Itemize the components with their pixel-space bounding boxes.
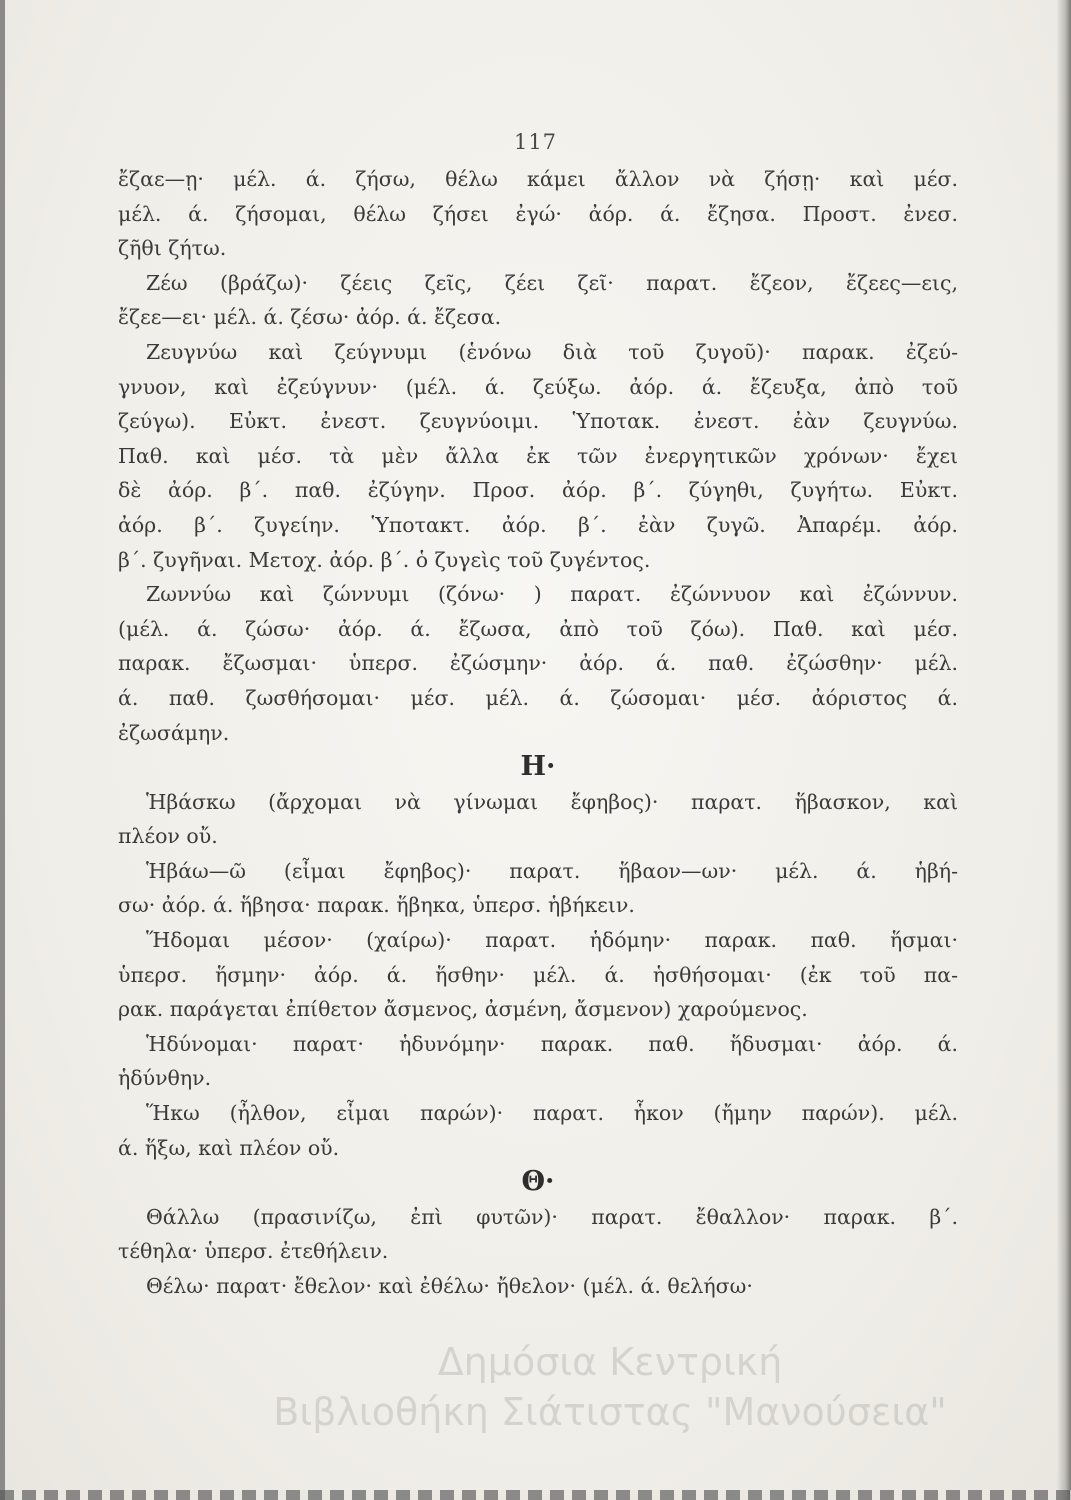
text-line: ζῆθι ζήτω.: [118, 236, 227, 261]
entry-zeo-line: ἔζεε—ει· μέλ. ά. ζέσω· ἀόρ. ά. ἔζεσα.: [118, 305, 502, 330]
entry-zeugnuo-line: γνυον, καὶ ἐζεύγνυν· (μέλ. ά. ζεύξω. ἀόρ. ά. ἔζευξα, ἀπὸ τοῦ: [118, 374, 958, 399]
page-number: 117: [513, 130, 558, 154]
text-line: μέλ. ά. ζήσομαι, θέλω ζήσει ἐγώ· ἀόρ. ά. ἔζησα. Προστ. ἐνεσ.: [118, 201, 958, 226]
entry-hebasko-line: πλέον οὔ.: [118, 824, 218, 849]
entry-hebao-line: σω· ἀόρ. ά. ἥβησα· παρακ. ἥβηκα, ὑπερσ. ἡβήκειν.: [118, 893, 635, 918]
right-page-edge: [1057, 0, 1071, 1500]
entry-zeugnuo-line: ζεύγω). Εὐκτ. ἐνεστ. ζευγνύοιμι. Ὑποτακ. ἐνεστ. ἐὰν ζευγνύω.: [118, 409, 958, 434]
entry-zeugnuo-line: β΄. ζυγῆναι. Μετοχ. ἀόρ. β΄. ὁ ζυγεὶς τοῦ ζυγέντος.: [118, 547, 651, 572]
entry-heko-line: Ἥκω (ἦλθον, εἶμαι παρών)· παρατ. ἧκον (ἤμην παρών). μέλ.: [146, 1101, 958, 1126]
entry-zonnuo-line: ἐζωσάμην.: [118, 720, 230, 745]
left-page-edge: [0, 0, 5, 1500]
entry-thelo-line: Θέλω· παρατ· ἔθελον· καὶ ἐθέλω· ἤθελον· (μέλ. ά. θελήσω·: [146, 1274, 753, 1298]
entry-zeugnuo-line: Παθ. καὶ μέσ. τὰ μὲν ἄλλα ἐκ τῶν ἐνεργητικῶν χρόνων· ἔχει: [118, 443, 958, 468]
entry-zeugnuo-line: δὲ ἀόρ. β΄. παθ. ἐζύγην. Προσ. ἀόρ. β΄. ζύγηθι, ζυγήτω. Εὐκτ.: [118, 478, 958, 503]
entry-zeo-line: Ζέω (βράζω)· ζέεις ζεῖς, ζέει ζεῖ· παρατ. ἔζεον, ἔζεες—εις,: [146, 270, 958, 295]
section-heading-eta: Η·: [520, 751, 556, 783]
entry-hebao-line: Ἡβάω—ῶ (εἶμαι ἔφηβος)· παρατ. ἥβαον—ων· μέλ. ά. ἡβή-: [146, 858, 958, 883]
bottom-page-edge: [0, 1490, 1071, 1500]
entry-zeugnuo-line: Ζευγνύω καὶ ζεύγνυμι (ἑνόνω διὰ τοῦ ζυγοῦ)· παρακ. ἐζεύ-: [146, 339, 958, 364]
entry-heko-line: ά. ἥξω, καὶ πλέον οὔ.: [118, 1135, 340, 1160]
entry-hedunomai-line: Ἡδύνομαι· παρατ· ἡδυνόμην· παρακ. παθ. ἥδυσμαι· ἀόρ. ά.: [146, 1031, 958, 1056]
entry-zonnuo-line: παρακ. ἔζωσμαι· ὑπερσ. ἐζώσμην· ἀόρ. ά. παθ. ἐζώσθην· μέλ.: [118, 651, 958, 676]
entry-zeugnuo-line: ἀόρ. β΄. ζυγείην. Ὑποτακτ. ἀόρ. β΄. ἐὰν ζυγῶ. Ἀπαρέμ. ἀόρ.: [118, 512, 958, 537]
entry-hedunomai-line: ἡδύνθην.: [118, 1066, 212, 1091]
entry-thallo-line: Θάλλω (πρασινίζω, ἐπὶ φυτῶν)· παρατ. ἔθαλλον· παρακ. β΄.: [146, 1204, 958, 1229]
library-watermark-line: Δημόσια Κεντρική: [437, 1340, 783, 1384]
entry-hedomai-line: ὑπερσ. ἥσμην· ἀόρ. ά. ἥσθην· μέλ. ά. ἡσθήσομαι· (ἐκ τοῦ πα-: [118, 962, 958, 987]
entry-hebasko-line: Ἡβάσκω (ἄρχομαι νὰ γίνωμαι ἔφηβος)· παρατ. ἥβασκον, καὶ: [146, 789, 958, 814]
entry-zonnuo-line: Ζωννύω καὶ ζώννυμι (ζόνω· ) παρατ. ἐζώννυον καὶ ἐζώννυν.: [146, 582, 958, 607]
library-watermark-line: Βιβλιοθήκη Σιάτιστας "Μανούσεια": [273, 1390, 947, 1434]
entry-zonnuo-line: ά. παθ. ζωσθήσομαι· μέσ. μέλ. ά. ζώσομαι· μέσ. ἀόριστος ά.: [118, 685, 958, 710]
text-line: ἔζαε—ῃ· μέλ. ά. ζήσω, θέλω κάμει ἄλλον νὰ ζήσῃ· καὶ μέσ.: [118, 167, 958, 191]
entry-zonnuo-line: (μέλ. ά. ζώσω· ἀόρ. ά. ἔζωσα, ἀπὸ τοῦ ζόω). Παθ. καὶ μέσ.: [118, 616, 958, 641]
entry-hedomai-line: ρακ. παράγεται ἐπίθετον ἄσμενος, ἀσμένη, ἄσμενον) χαρούμενος.: [118, 997, 808, 1022]
entry-hedomai-line: Ἥδομαι μέσον· (χαίρω)· παρατ. ἡδόμην· παρακ. παθ. ἥσμαι·: [146, 928, 958, 953]
body-text: [118, 162, 958, 1304]
entry-thallo-line: τέθηλα· ὑπερσ. ἐτεθήλειν.: [118, 1239, 389, 1264]
section-heading-theta: Θ·: [521, 1166, 555, 1198]
